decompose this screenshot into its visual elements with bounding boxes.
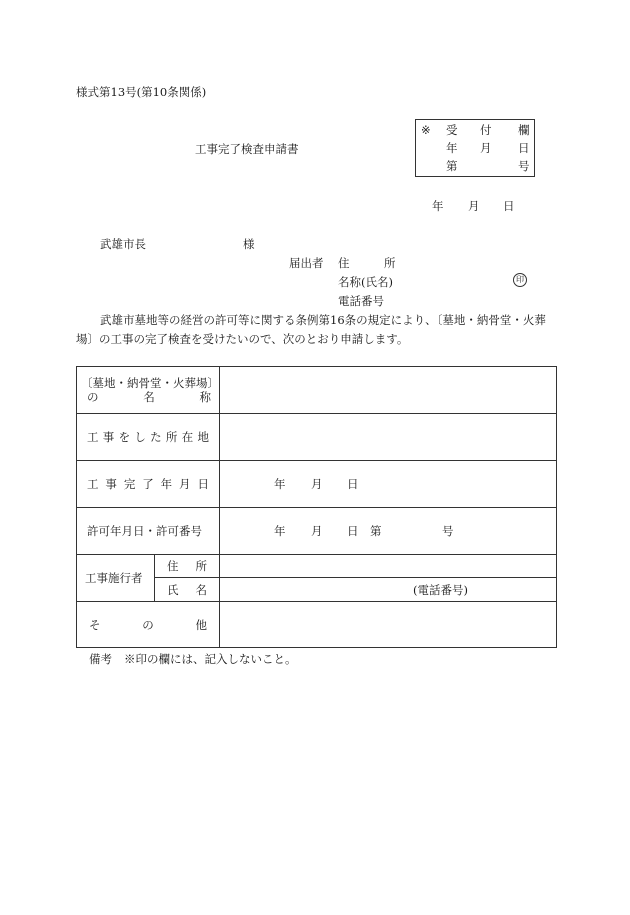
permit-label: 許可年月日・許可番号 (77, 508, 220, 555)
reception-go: 号 (518, 159, 530, 173)
applicant-phone-label: 電話番号 (338, 294, 384, 308)
date-day: 日 (503, 199, 515, 213)
permit-go: 号 (442, 524, 454, 538)
reception-char-3: 欄 (518, 123, 530, 137)
reception-char-2: 付 (480, 123, 492, 137)
completion-char-1: 工 (87, 477, 99, 491)
contractor-name-label (155, 578, 220, 602)
body-line-2: 場〕の工事の完了検査を受けたいので、次のとおり申請します。 (76, 332, 409, 346)
reception-day: 日 (518, 141, 530, 155)
location-value[interactable] (220, 414, 557, 461)
completion-char-5: 年 (160, 477, 173, 491)
facility-label-line-1: 〔墓地・納骨堂・火葬場〕 (81, 376, 219, 390)
applicant-address-2: 所 (384, 256, 396, 270)
location-char-7: 在 (181, 430, 194, 444)
other-char-2: の (142, 617, 154, 632)
reception-no: 第 (446, 159, 458, 173)
completion-month: 月 (311, 477, 323, 491)
applicant-label: 届出者 (289, 256, 324, 270)
facility-label-line-2 (81, 390, 215, 404)
contractor-address-char-2: 所 (195, 559, 207, 573)
other-label (77, 602, 220, 648)
remarks-label: 備考 (89, 652, 112, 666)
completion-year: 年 (274, 477, 286, 491)
page-title: 工事完了検査申請書 (195, 142, 299, 156)
permit-year: 年 (274, 524, 286, 538)
location-char-3: を (118, 430, 131, 444)
completion-char-2: 事 (105, 477, 117, 491)
completion-date-value[interactable] (220, 461, 557, 508)
application-table (76, 366, 557, 648)
applicant-address-1: 住 (338, 256, 350, 270)
date-year: 年 (432, 199, 444, 213)
location-label (77, 414, 220, 461)
location-char-8: 地 (197, 430, 209, 444)
contractor-address-value[interactable] (220, 555, 557, 578)
completion-char-4: 了 (142, 477, 154, 491)
location-char-4: し (134, 430, 146, 444)
completion-char-3: 完 (123, 477, 136, 491)
location-char-1: 工 (87, 430, 99, 444)
remarks-text: ※印の欄には、記入しないこと。 (124, 652, 297, 666)
other-char-3: 他 (195, 617, 207, 632)
contractor-name-char-1: 氏 (167, 582, 179, 597)
reception-year: 年 (446, 141, 458, 155)
contractor-label: 工事施行者 (77, 555, 155, 602)
completion-char-7: 日 (197, 477, 209, 491)
facility-char-3: 称 (199, 390, 211, 404)
permit-month: 月 (311, 524, 323, 538)
completion-day: 日 (347, 477, 359, 491)
other-value[interactable] (220, 602, 557, 648)
facility-name-label (77, 367, 220, 414)
reception-char-1: 受 (446, 123, 458, 137)
completion-char-6: 月 (179, 477, 191, 491)
contractor-name-value[interactable] (220, 578, 557, 602)
reception-month: 月 (480, 141, 492, 155)
completion-date-label (77, 461, 220, 508)
permit-no: 第 (370, 524, 382, 538)
seal-icon: 印 (513, 273, 527, 287)
contractor-address-label (155, 555, 220, 578)
facility-char-1: の (87, 390, 99, 404)
date-month: 月 (468, 199, 480, 213)
location-char-2: 事 (102, 430, 115, 444)
permit-day: 日 (347, 524, 359, 538)
contractor-name-char-2: 名 (195, 582, 207, 597)
contractor-address-char-1: 住 (167, 559, 179, 573)
reception-box (415, 119, 535, 177)
facility-name-value[interactable] (220, 367, 557, 414)
applicant-name-label: 名称(氏名) (338, 275, 393, 289)
addressee-suffix: 様 (243, 237, 255, 251)
form-number: 様式第13号(第10条関係) (76, 85, 207, 99)
other-char-1: そ (89, 617, 101, 632)
reception-mark: ※ (421, 123, 431, 137)
contractor-phone-note: (電話番号) (413, 582, 468, 597)
location-char-6: 所 (165, 430, 178, 444)
body-line-1: 武雄市墓地等の経営の許可等に関する条例第16条の規定により、〔墓地・納骨堂・火葬 (100, 313, 546, 327)
location-char-5: た (150, 430, 162, 444)
facility-char-2: 名 (143, 390, 155, 404)
addressee-name: 武雄市長 (100, 237, 146, 251)
permit-value[interactable] (220, 508, 557, 555)
